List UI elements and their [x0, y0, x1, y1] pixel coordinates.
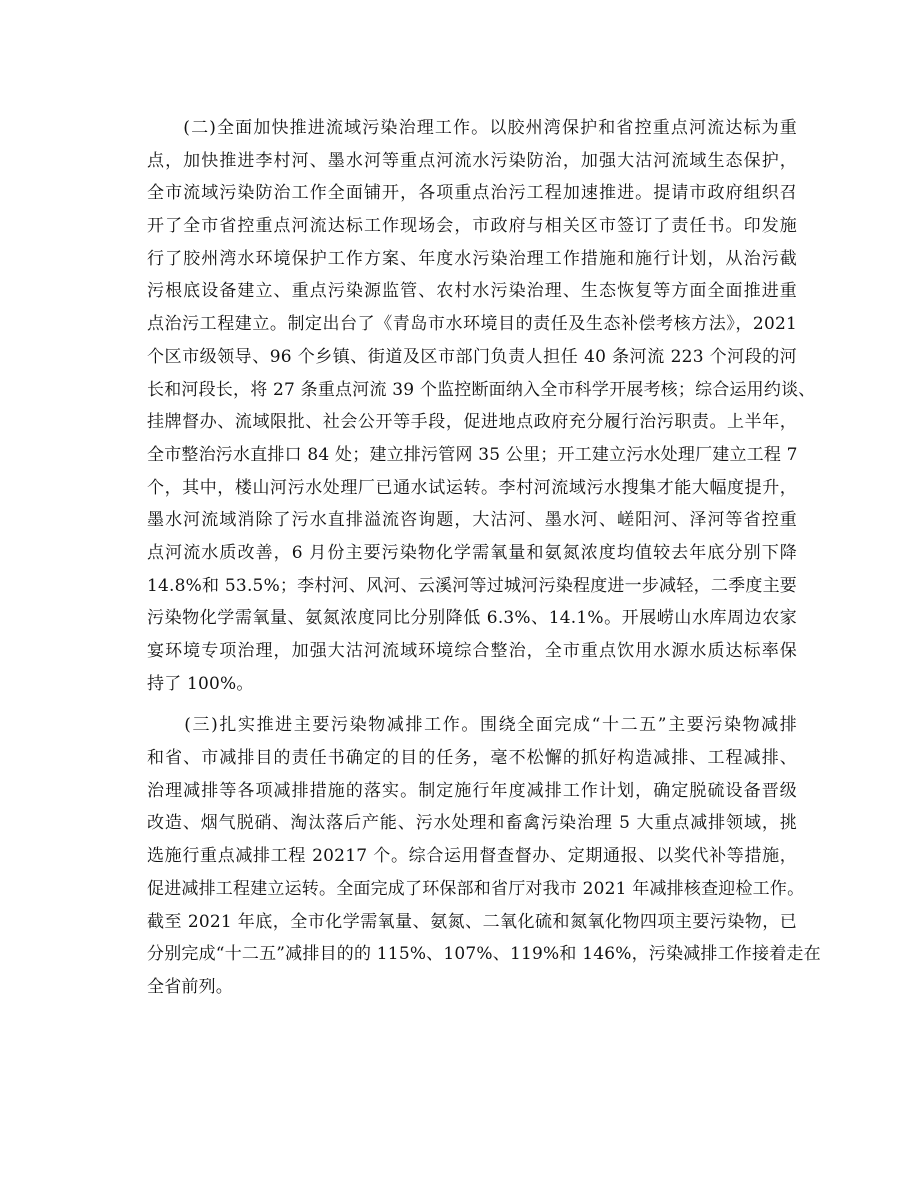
text-line: 挂牌督办、流域限批、社会公开等手段，促进地点政府充分履行治污职责。上半年，: [147, 412, 797, 433]
document-body: [147, 112, 821, 1004]
text-line: 持了 100%。: [147, 673, 254, 694]
text-line: 全市流域污染防治工作全面铺开，各项重点治污工程加速推进。提请市政府组织召: [147, 183, 797, 204]
text-line: 促进减排工程建立运转。全面完成了环保部和省厅对我市 2021 年减排核查迎检工作。: [147, 878, 805, 899]
text-line: 污根底设备建立、重点污染源监管、农村水污染治理、生态恢复等方面全面推进重: [147, 281, 797, 302]
text-line: 个区市级领导、96 个乡镇、街道及区市部门负责人担任 40 条河流 223 个河段的河: [147, 346, 797, 367]
paragraph-emission-reduction: [147, 709, 821, 1003]
text-line: 截至 2021 年底，全市化学需氧量、氨氮、二氧化硫和氮氧化物四项主要污染物，已: [147, 911, 797, 932]
text-line: 行了胶州湾水环境保护工作方案、年度水污染治理工作措施和施行计划，从治污截: [147, 248, 797, 269]
text-line: 治理减排等各项减排措施的落实。制定施行年度减排工作计划，确定脱硫设备晋级: [147, 780, 797, 801]
text-line: 宴环境专项治理，加强大沽河流域环境综合整治，全市重点饮用水源水质达标率保: [147, 641, 797, 661]
text-line: 墨水河流域消除了污水直排溢流咨询题，大沽河、墨水河、嵯阳河、泽河等省控重: [147, 510, 797, 531]
text-line: 和省、市减排目的责任书确定的目的任务，毫不松懈的抓好构造减排、工程减排、: [147, 748, 797, 769]
text-line: 点河流水质改善，6 月份主要污染物化学需氧量和氨氮浓度均值较去年底分别下降: [147, 542, 797, 563]
text-line: 改造、烟气脱硝、淘汰落后产能、污水处理和畜禽污染治理 5 大重点减排领域，挑: [147, 813, 797, 834]
text-line: 分别完成“十二五”减排目的的 115%、107%、119%和 146%，污染减排工作接着走在: [147, 944, 821, 965]
text-line: 全省前列。: [147, 976, 233, 997]
text-line: 个，其中，楼山河污水处理厂已通水试运转。李村河流域污水搜集才能大幅度提升，: [147, 477, 797, 498]
text-line: (二)全面加快推进流域污染治理工作。以胶州湾保护和省控重点河流达标为重: [147, 118, 797, 138]
text-line: 全市整治污水直排口 84 处；建立排污管网 35 公里；开工建立污水处理厂建立工程 7: [147, 444, 798, 465]
text-line: (三)扎实推进主要污染物减排工作。围绕全面完成“十二五”主要污染物减排: [147, 715, 797, 736]
text-line: 点，加快推进李村河、墨水河等重点河流水污染防治，加强大沽河流域生态保护，: [147, 150, 797, 171]
text-line: 长和河段长，将 27 条重点河流 39 个监控断面纳入全市科学开展考核；综合运用约谈、: [147, 379, 816, 400]
text-line: 污染物化学需氧量、氨氮浓度同比分别降低 6.3%、14.1%。开展崂山水库周边农家: [147, 608, 797, 629]
text-line: 选施行重点减排工程 20217 个。综合运用督查督办、定期通报、以奖代补等措施，: [147, 846, 797, 867]
text-line: 点治污工程建立。制定出台了《青岛市水环境目的责任及生态补偿考核方法》，2021: [147, 314, 797, 335]
paragraph-spacer: [147, 700, 797, 709]
text-line: 14.8%和 53.5%；李村河、风河、云溪河等过城河污染程度进一步减轻，二季度主要: [147, 575, 797, 596]
paragraph-watershed-pollution: [147, 112, 816, 700]
text-line: 开了全市省控重点河流达标工作现场会，市政府与相关区市签订了责任书。印发施: [147, 216, 797, 237]
